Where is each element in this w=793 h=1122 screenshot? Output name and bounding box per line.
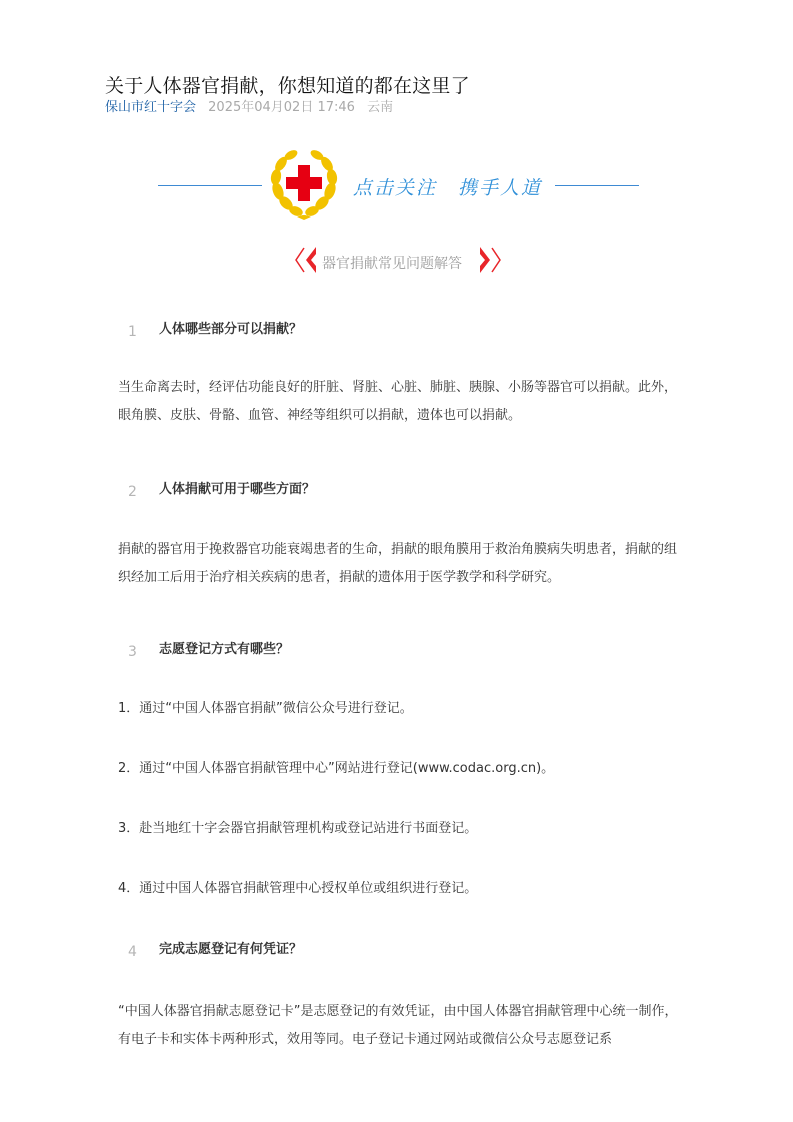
answer-paragraph: 捐献的器官用于挽救器官功能衰竭患者的生命，捐献的眼角膜用于救治角膜病失明患者，捐献的组织经加工后用于治疗相关疾病的患者，捐献的遗体用于医学教学和科学研究。: [118, 542, 678, 585]
registration-step: 4．通过中国人体器官捐献管理中心授权单位或组织进行登记。: [118, 881, 478, 896]
answer-paragraph: “中国人体器官捐献志愿登记卡”是志愿登记的有效凭证，由中国人体器官捐献管理中心统一制作，有电子卡和实体卡两种形式，效用等同。电子登记卡通过网站或微信公众号志愿登记系: [118, 1004, 678, 1047]
question-title: 志愿登记方式有哪些？: [159, 642, 290, 657]
question-title: 人体捐献可用于哪些方面？: [159, 482, 316, 497]
right-chevron-icon: [478, 246, 504, 274]
banner-follow-text[interactable]: 点击关注 携手人道: [353, 177, 543, 199]
red-cross-emblem-icon: [267, 147, 341, 221]
article-date: 2025年04月02日 17:46: [208, 100, 355, 115]
article-meta: [105, 96, 393, 115]
section-header: [292, 244, 502, 276]
registration-step: 3．赴当地红十字会器官捐献管理机构或登记站进行书面登记。: [118, 821, 478, 836]
article-source-link[interactable]: 保山市红十字会: [105, 100, 197, 115]
question-title: 人体哪些部分可以捐献？: [159, 322, 303, 337]
left-chevron-icon: [292, 246, 318, 274]
question-number: 2: [128, 484, 137, 500]
registration-step: 1．通过“中国人体器官捐献”微信公众号进行登记。: [118, 701, 413, 716]
article-region: 云南: [367, 100, 394, 115]
section-title: 器官捐献常见问题解答: [322, 256, 462, 272]
question-number: 3: [128, 644, 137, 660]
answer-paragraph: 当生命离去时，经评估功能良好的肝脏、肾脏、心脏、肺脏、胰腺、小肠等器官可以捐献。此外，眼角膜、皮肤、骨骼、血管、神经等组织可以捐献，遗体也可以捐献。: [118, 380, 678, 423]
banner-right-line: [555, 185, 639, 186]
follow-banner[interactable]: [155, 143, 645, 229]
question-number: 1: [128, 324, 137, 340]
banner-left-line: [158, 185, 262, 186]
question-title: 完成志愿登记有何凭证？: [159, 942, 303, 957]
question-number: 4: [128, 944, 137, 960]
registration-step: 2．通过“中国人体器官捐献管理中心”网站进行登记(www.codac.org.cn)。: [118, 761, 555, 776]
article-title: 关于人体器官捐献，你想知道的都在这里了: [105, 74, 470, 97]
